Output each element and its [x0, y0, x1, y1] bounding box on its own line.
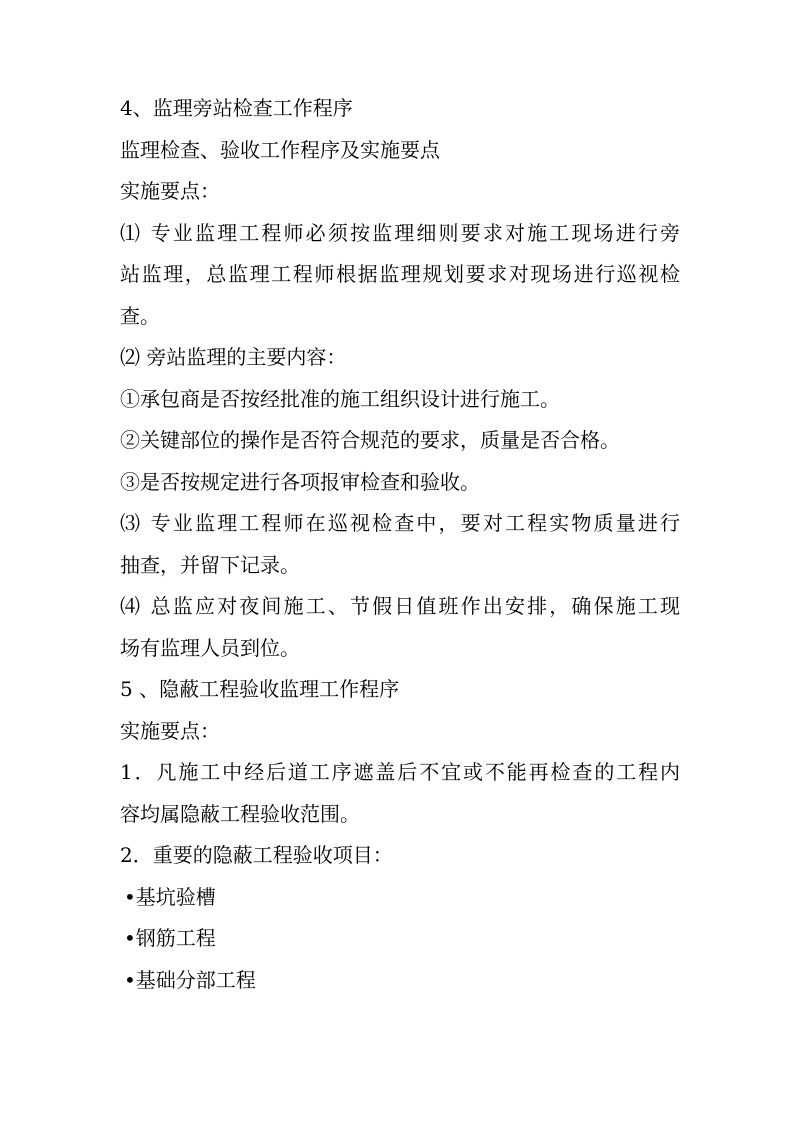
- paragraph-line: ⑶ 专业监理工程师在巡视检查中，要对工程实物质量进行: [120, 511, 680, 535]
- document-body: [120, 88, 680, 1001]
- section-heading-5: 5 、隐蔽工程验收监理工作程序: [120, 677, 400, 701]
- key-points-label: 实施要点：: [120, 718, 220, 743]
- paragraph-line: 抽查，并留下记录。: [120, 552, 300, 577]
- paragraph-line: ⑴ 专业监理工程师必须按监理细则要求对施工现场进行旁: [120, 220, 680, 245]
- subheading: 监理检查、验收工作程序及实施要点: [120, 137, 440, 162]
- paragraph-line: 站监理，总监理工程师根据监理规划要求对现场进行巡视检: [120, 262, 680, 286]
- paragraph-line: 场有监理人员到位。: [120, 635, 300, 660]
- bullet-item: •基坑验槽: [124, 884, 216, 909]
- bullet-item: •钢筋工程: [124, 926, 216, 950]
- paragraph-line: ⑷ 总监应对夜间施工、节假日值班作出安排，确保施工现: [120, 594, 680, 618]
- key-points-label: 实施要点：: [120, 179, 220, 203]
- paragraph-line: 1．凡施工中经后道工序遮盖后不宜或不能再检查的工程内: [120, 760, 680, 784]
- bullet-item: •基础分部工程: [124, 967, 256, 992]
- section-heading-4: 4、监理旁站检查工作程序: [120, 96, 353, 120]
- paragraph-line: 2．重要的隐蔽工程验收项目：: [120, 843, 393, 867]
- list-item: ③是否按规定进行各项报审检查和验收。: [120, 469, 480, 494]
- list-item: ②关键部位的操作是否符合规范的要求，质量是否合格。: [120, 428, 620, 452]
- paragraph-line: 容均属隐蔽工程验收范围。: [120, 801, 360, 826]
- paragraph-line: 查。: [120, 303, 160, 328]
- list-item: ①承包商是否按经批准的施工组织设计进行施工。: [120, 386, 560, 411]
- paragraph-line: ⑵ 旁站监理的主要内容：: [120, 345, 347, 369]
